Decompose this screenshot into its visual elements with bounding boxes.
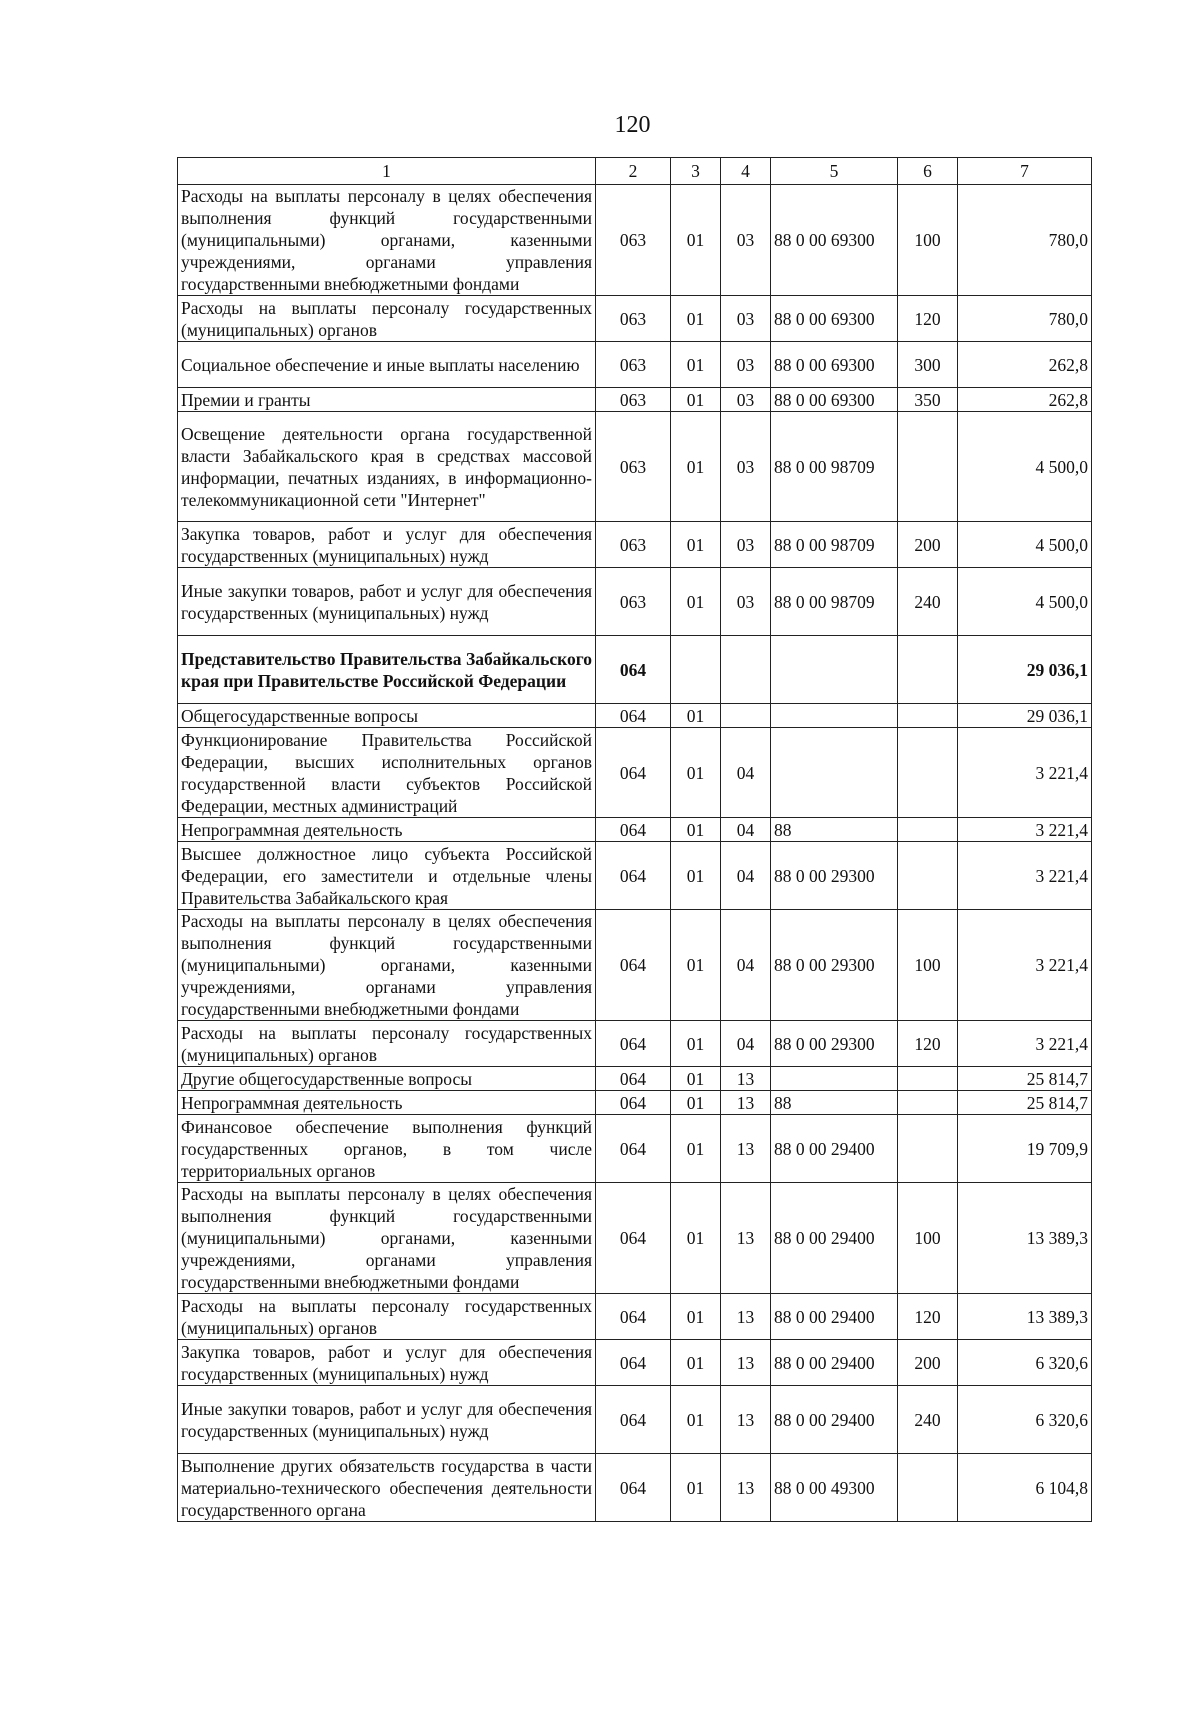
item-name: Общегосударственные вопросы — [178, 704, 596, 728]
expense-type-code: 300 — [898, 342, 958, 388]
table-row — [178, 704, 1092, 728]
section-code: 01 — [671, 818, 721, 842]
amount: 4 500,0 — [958, 522, 1092, 568]
section-code: 01 — [671, 342, 721, 388]
target-article-code: 88 0 00 29400 — [771, 1183, 898, 1294]
section-code: 01 — [671, 1294, 721, 1340]
section-code: 01 — [671, 185, 721, 296]
target-article-code: 88 — [771, 1091, 898, 1115]
amount: 4 500,0 — [958, 568, 1092, 636]
item-name: Непрограммная деятельность — [178, 1091, 596, 1115]
section-code: 01 — [671, 1091, 721, 1115]
table-row — [178, 388, 1092, 412]
item-name: Освещение деятельности органа государственной власти Забайкальского края в средствах массовой информации, печатных изданиях, в информационно-телекоммуникационной сети "Интернет" — [178, 412, 596, 522]
section-code: 01 — [671, 910, 721, 1021]
target-article-code: 88 0 00 69300 — [771, 388, 898, 412]
amount: 780,0 — [958, 296, 1092, 342]
amount: 3 221,4 — [958, 842, 1092, 910]
table-row — [178, 636, 1092, 704]
item-name: Другие общегосударственные вопросы — [178, 1067, 596, 1091]
item-name: Финансовое обеспечение выполнения функций государственных органов, в том числе территориальных органов — [178, 1115, 596, 1183]
amount: 25 814,7 — [958, 1067, 1092, 1091]
section-code: 01 — [671, 1454, 721, 1522]
section-code: 01 — [671, 522, 721, 568]
subsection-code: 04 — [721, 910, 771, 1021]
item-name: Функционирование Правительства Российской Федерации, высших исполнительных органов государственной власти субъектов Российской Федерации, местных администраций — [178, 728, 596, 818]
item-name: Расходы на выплаты персоналу в целях обеспечения выполнения функций государственными (муниципальными) органами, казенными учреждениями, органами управления государственными внебюджетными фондами — [178, 910, 596, 1021]
expense-type-code: 120 — [898, 296, 958, 342]
ministry-code: 064 — [596, 1115, 671, 1183]
target-article-code: 88 0 00 29400 — [771, 1294, 898, 1340]
section-code: 01 — [671, 388, 721, 412]
table-row — [178, 522, 1092, 568]
subsection-code: 13 — [721, 1067, 771, 1091]
page-number: 120 — [614, 112, 651, 138]
table-row — [178, 910, 1092, 1021]
target-article-code — [771, 704, 898, 728]
expense-type-code — [898, 1091, 958, 1115]
expense-type-code — [898, 704, 958, 728]
ministry-code: 064 — [596, 842, 671, 910]
section-code: 01 — [671, 728, 721, 818]
amount: 13 389,3 — [958, 1183, 1092, 1294]
item-name: Выполнение других обязательств государства в части материально-технического обеспечения деятельности государственного органа — [178, 1454, 596, 1522]
expense-type-code: 100 — [898, 1183, 958, 1294]
table-row — [178, 1183, 1092, 1294]
expense-type-code — [898, 412, 958, 522]
ministry-code: 064 — [596, 1386, 671, 1454]
amount: 3 221,4 — [958, 728, 1092, 818]
expense-type-code: 100 — [898, 910, 958, 1021]
target-article-code: 88 0 00 29400 — [771, 1115, 898, 1183]
target-article-code: 88 0 00 49300 — [771, 1454, 898, 1522]
ministry-code: 064 — [596, 1021, 671, 1067]
ministry-code: 063 — [596, 388, 671, 412]
expense-type-code — [898, 1454, 958, 1522]
amount: 780,0 — [958, 185, 1092, 296]
amount: 6 320,6 — [958, 1386, 1092, 1454]
expense-type-code: 100 — [898, 185, 958, 296]
section-code: 01 — [671, 1340, 721, 1386]
table-row — [178, 1021, 1092, 1067]
subsection-code: 03 — [721, 296, 771, 342]
table-row — [178, 342, 1092, 388]
amount: 3 221,4 — [958, 818, 1092, 842]
subsection-code: 13 — [721, 1386, 771, 1454]
table-row — [178, 1067, 1092, 1091]
section-code: 01 — [671, 704, 721, 728]
item-name: Высшее должностное лицо субъекта Российской Федерации, его заместители и отдельные члены Правительства Забайкальского края — [178, 842, 596, 910]
table-row — [178, 185, 1092, 296]
budget-table — [177, 157, 1092, 1522]
target-article-code — [771, 1067, 898, 1091]
section-code: 01 — [671, 1115, 721, 1183]
column-header: 2 — [596, 158, 671, 185]
ministry-code: 064 — [596, 1454, 671, 1522]
ministry-code: 064 — [596, 818, 671, 842]
subsection-code: 13 — [721, 1091, 771, 1115]
amount: 13 389,3 — [958, 1294, 1092, 1340]
item-name: Расходы на выплаты персоналу государственных (муниципальных) органов — [178, 1294, 596, 1340]
amount: 6 320,6 — [958, 1340, 1092, 1386]
ministry-code: 064 — [596, 704, 671, 728]
ministry-code: 063 — [596, 412, 671, 522]
column-header: 3 — [671, 158, 721, 185]
subsection-code: 13 — [721, 1340, 771, 1386]
table-row — [178, 842, 1092, 910]
table-row — [178, 1340, 1092, 1386]
ministry-code: 063 — [596, 296, 671, 342]
subsection-code: 03 — [721, 185, 771, 296]
table-row — [178, 1386, 1092, 1454]
item-name: Иные закупки товаров, работ и услуг для обеспечения государственных (муниципальных) нужд — [178, 568, 596, 636]
expense-type-code: 350 — [898, 388, 958, 412]
table-row — [178, 1454, 1092, 1522]
amount: 25 814,7 — [958, 1091, 1092, 1115]
ministry-code: 064 — [596, 1091, 671, 1115]
item-name: Расходы на выплаты персоналу государственных (муниципальных) органов — [178, 1021, 596, 1067]
table-row — [178, 1091, 1092, 1115]
target-article-code: 88 0 00 69300 — [771, 296, 898, 342]
expense-type-code — [898, 818, 958, 842]
item-name: Расходы на выплаты персоналу в целях обеспечения выполнения функций государственными (муниципальными) органами, казенными учреждениями, органами управления государственными внебюджетными фондами — [178, 1183, 596, 1294]
expense-type-code — [898, 636, 958, 704]
ministry-code: 063 — [596, 568, 671, 636]
amount: 29 036,1 — [958, 636, 1092, 704]
amount: 6 104,8 — [958, 1454, 1092, 1522]
ministry-code: 063 — [596, 342, 671, 388]
expense-type-code — [898, 1067, 958, 1091]
subsection-code: 03 — [721, 342, 771, 388]
section-code: 01 — [671, 412, 721, 522]
section-code: 01 — [671, 1021, 721, 1067]
table-row — [178, 412, 1092, 522]
item-name: Закупка товаров, работ и услуг для обеспечения государственных (муниципальных) нужд — [178, 1340, 596, 1386]
target-article-code: 88 0 00 98709 — [771, 522, 898, 568]
item-name: Непрограммная деятельность — [178, 818, 596, 842]
ministry-code: 064 — [596, 910, 671, 1021]
target-article-code: 88 0 00 29400 — [771, 1386, 898, 1454]
subsection-code: 04 — [721, 1021, 771, 1067]
column-header: 6 — [898, 158, 958, 185]
ministry-code: 063 — [596, 185, 671, 296]
subsection-code: 03 — [721, 388, 771, 412]
item-name: Расходы на выплаты персоналу в целях обеспечения выполнения функций государственными (муниципальными) органами, казенными учреждениями, органами управления государственными внебюджетными фондами — [178, 185, 596, 296]
section-code: 01 — [671, 296, 721, 342]
amount: 19 709,9 — [958, 1115, 1092, 1183]
subsection-code: 13 — [721, 1183, 771, 1294]
table-row — [178, 1115, 1092, 1183]
item-name: Иные закупки товаров, работ и услуг для обеспечения государственных (муниципальных) нужд — [178, 1386, 596, 1454]
target-article-code — [771, 636, 898, 704]
amount: 3 221,4 — [958, 1021, 1092, 1067]
item-name: Представительство Правительства Забайкальского края при Правительстве Российской Федерации — [178, 636, 596, 704]
target-article-code: 88 0 00 29400 — [771, 1340, 898, 1386]
table-row — [178, 728, 1092, 818]
column-header: 5 — [771, 158, 898, 185]
item-name: Социальное обеспечение и иные выплаты населению — [178, 342, 596, 388]
expense-type-code: 240 — [898, 1386, 958, 1454]
ministry-code: 064 — [596, 1067, 671, 1091]
section-code — [671, 636, 721, 704]
target-article-code: 88 0 00 29300 — [771, 910, 898, 1021]
subsection-code: 03 — [721, 412, 771, 522]
expense-type-code — [898, 728, 958, 818]
ministry-code: 064 — [596, 728, 671, 818]
ministry-code: 064 — [596, 1340, 671, 1386]
subsection-code: 04 — [721, 842, 771, 910]
amount: 29 036,1 — [958, 704, 1092, 728]
target-article-code: 88 0 00 29300 — [771, 1021, 898, 1067]
amount: 4 500,0 — [958, 412, 1092, 522]
ministry-code: 064 — [596, 1294, 671, 1340]
expense-type-code: 200 — [898, 1340, 958, 1386]
table-row — [178, 296, 1092, 342]
amount: 262,8 — [958, 342, 1092, 388]
target-article-code — [771, 728, 898, 818]
table-row — [178, 818, 1092, 842]
subsection-code: 04 — [721, 818, 771, 842]
subsection-code — [721, 636, 771, 704]
amount: 3 221,4 — [958, 910, 1092, 1021]
subsection-code — [721, 704, 771, 728]
section-code: 01 — [671, 1067, 721, 1091]
target-article-code: 88 — [771, 818, 898, 842]
table-row — [178, 1294, 1092, 1340]
table-row — [178, 568, 1092, 636]
target-article-code: 88 0 00 98709 — [771, 568, 898, 636]
section-code: 01 — [671, 1183, 721, 1294]
target-article-code: 88 0 00 69300 — [771, 185, 898, 296]
column-header: 4 — [721, 158, 771, 185]
subsection-code: 13 — [721, 1294, 771, 1340]
target-article-code: 88 0 00 69300 — [771, 342, 898, 388]
ministry-code: 063 — [596, 522, 671, 568]
expense-type-code: 120 — [898, 1021, 958, 1067]
item-name: Закупка товаров, работ и услуг для обеспечения государственных (муниципальных) нужд — [178, 522, 596, 568]
table-header-row — [178, 158, 1092, 185]
item-name: Премии и гранты — [178, 388, 596, 412]
ministry-code: 064 — [596, 636, 671, 704]
section-code: 01 — [671, 1386, 721, 1454]
subsection-code: 13 — [721, 1115, 771, 1183]
subsection-code: 04 — [721, 728, 771, 818]
expense-type-code: 200 — [898, 522, 958, 568]
expense-type-code: 240 — [898, 568, 958, 636]
target-article-code: 88 0 00 98709 — [771, 412, 898, 522]
section-code: 01 — [671, 568, 721, 636]
expense-type-code — [898, 1115, 958, 1183]
expense-type-code: 120 — [898, 1294, 958, 1340]
column-header: 7 — [958, 158, 1092, 185]
subsection-code: 13 — [721, 1454, 771, 1522]
section-code: 01 — [671, 842, 721, 910]
column-header: 1 — [178, 158, 596, 185]
expense-type-code — [898, 842, 958, 910]
target-article-code: 88 0 00 29300 — [771, 842, 898, 910]
ministry-code: 064 — [596, 1183, 671, 1294]
subsection-code: 03 — [721, 568, 771, 636]
item-name: Расходы на выплаты персоналу государственных (муниципальных) органов — [178, 296, 596, 342]
subsection-code: 03 — [721, 522, 771, 568]
amount: 262,8 — [958, 388, 1092, 412]
